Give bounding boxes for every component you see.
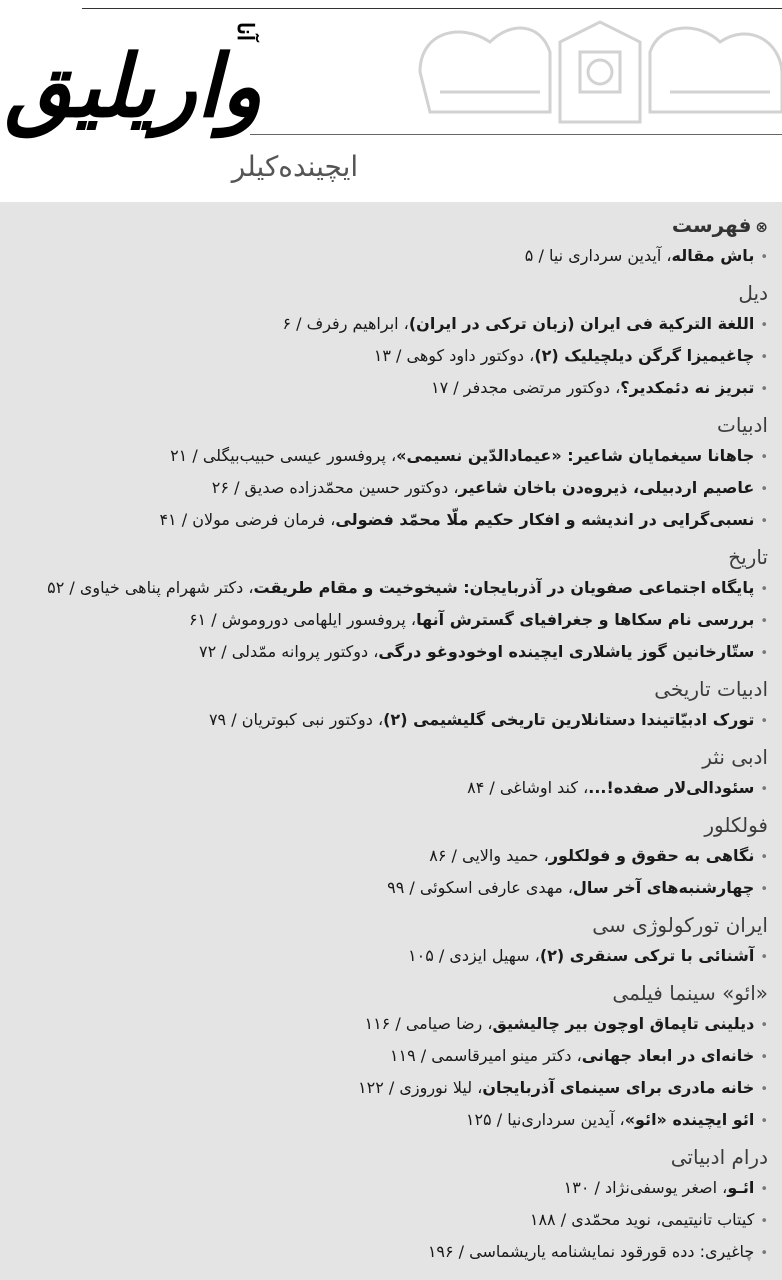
section-heading-label: درام ادبیاتی bbox=[670, 1145, 768, 1169]
toc-entry[interactable] bbox=[8, 1008, 768, 1040]
section-heading-label: ادبی نثر bbox=[702, 745, 768, 769]
bullet-icon: • bbox=[760, 250, 768, 265]
toc-entry[interactable] bbox=[8, 940, 768, 972]
entry-author-page: ، مهدی عارفی اسکوئی / ۹۹ bbox=[387, 878, 574, 897]
entry-title: سئودالی‌لار صفده!... bbox=[588, 778, 755, 797]
section-heading-label: دیل bbox=[738, 281, 768, 305]
toc-entry[interactable] bbox=[8, 1072, 768, 1104]
bullet-icon: • bbox=[760, 1182, 768, 1197]
toc-entry[interactable] bbox=[8, 772, 768, 804]
section-heading bbox=[8, 742, 768, 772]
entry-title: پایگاه اجتماعی صفویان در آذربایجان: شیخوخیت و مقام طریقت bbox=[253, 578, 755, 597]
toc-entry[interactable] bbox=[8, 704, 768, 736]
section-heading bbox=[8, 410, 768, 440]
toc-entry[interactable] bbox=[8, 572, 768, 604]
top-rule bbox=[82, 8, 782, 9]
masthead bbox=[0, 0, 782, 202]
entry-author-page: ، سهیل ایزدی / ۱۰۵ bbox=[408, 946, 540, 965]
entry-title: ائـو bbox=[727, 1178, 755, 1197]
bullet-icon: • bbox=[760, 382, 768, 397]
entry-author-page: ، دوکتور حسین محمّدزاده صدیق / ۲۶ bbox=[211, 478, 459, 497]
entry-author-page: ، دکتر شهرام پناهی خیاوی / ۵۲ bbox=[47, 578, 254, 597]
entry-title: دیلینی تاپماق اوچون بیر چالیشیق bbox=[492, 1014, 755, 1033]
toc-entry[interactable] bbox=[8, 636, 768, 668]
section-heading bbox=[8, 810, 768, 840]
entry-author-page: کیتاب تانیتیمی، نوید محمّدی / ۱۸۸ bbox=[529, 1210, 755, 1229]
entry-title: نگاهی به حقوق و فولکلور bbox=[548, 846, 755, 865]
entry-title: اللغة الترکیة فی ایران (زبان ترکی در ایران) bbox=[408, 314, 755, 333]
journal-logo-prefix: آنا bbox=[232, 22, 258, 41]
bullet-icon: • bbox=[760, 1246, 768, 1261]
bullet-icon: • bbox=[760, 582, 768, 597]
entry-author-page: ، اصغر یوسفی‌نژاد / ۱۳۰ bbox=[563, 1178, 728, 1197]
section-heading-label: تاریخ bbox=[728, 545, 768, 569]
bullet-icon: • bbox=[760, 318, 768, 333]
toc-entry[interactable] bbox=[8, 604, 768, 636]
toc-entry[interactable] bbox=[8, 840, 768, 872]
entry-title: باش مقاله bbox=[671, 246, 755, 265]
entry-title: ستّارخانین گوز یاشلاری ایچینده اوخودوغو درگی bbox=[378, 642, 755, 661]
bullet-icon: • bbox=[760, 450, 768, 465]
ornament-icon bbox=[400, 12, 782, 134]
bullet-icon: • bbox=[760, 646, 768, 661]
toc-entry[interactable] bbox=[8, 340, 768, 372]
entry-author-page: ، دوکتور مرتضی مجدفر / ۱۷ bbox=[430, 378, 621, 397]
toc-entry[interactable] bbox=[8, 1104, 768, 1136]
bullet-icon: • bbox=[760, 1050, 768, 1065]
close-icon: ⊗ bbox=[755, 218, 768, 236]
entry-author-page: ، کند اوشاغی / ۸۴ bbox=[467, 778, 589, 797]
bullet-icon: • bbox=[760, 782, 768, 797]
bullet-icon: • bbox=[760, 482, 768, 497]
bullet-icon: • bbox=[760, 1214, 768, 1229]
toc-entry[interactable] bbox=[8, 308, 768, 340]
entry-author-page: ، آیدین سرداری‌نیا / ۱۲۵ bbox=[465, 1110, 625, 1129]
bullet-icon: • bbox=[760, 614, 768, 629]
bullet-icon: • bbox=[760, 1114, 768, 1129]
toc-entry[interactable] bbox=[8, 372, 768, 404]
section-heading bbox=[8, 210, 768, 240]
bullet-icon: • bbox=[760, 850, 768, 865]
entry-author-page: ، رضا صیامی / ۱۱۶ bbox=[364, 1014, 493, 1033]
entry-author-page: ، حمید والایی / ۸۶ bbox=[429, 846, 549, 865]
entry-title: خانه‌ای در ابعاد جهانی bbox=[581, 1046, 755, 1065]
section-heading bbox=[8, 674, 768, 704]
section-heading-label: ادبیات تاریخی bbox=[654, 677, 768, 701]
section-heading bbox=[8, 278, 768, 308]
entry-author-page: ، آیدین سرداری نیا / ۵ bbox=[524, 246, 672, 265]
bullet-icon: • bbox=[760, 950, 768, 965]
toc-entry[interactable] bbox=[8, 1172, 768, 1204]
entry-title: چهارشنبه‌های آخر سال bbox=[573, 878, 755, 897]
section-heading-label: ایران تورکولوژی سی bbox=[592, 913, 768, 937]
entry-author-page: ، فرمان فرضی مولان / ۴۱ bbox=[159, 510, 336, 529]
entry-title: خانه مادری برای سینمای آذربایجان bbox=[482, 1078, 755, 1097]
entry-title: جاهانا سیغمایان شاعیر: «عیمادالدّین نسیمی» bbox=[396, 446, 755, 465]
entry-title: چاغیمیزا گرگن دیلچیلیک (۲) bbox=[534, 346, 755, 365]
entry-author-page: ، پروفسور عیسی حبیب‌بیگلی / ۲۱ bbox=[170, 446, 397, 465]
entry-author-page: ، لیلا نوروزی / ۱۲۲ bbox=[358, 1078, 483, 1097]
entry-title: تورک ادبیّاتیندا دستانلارین تاریخی گلیشیمی (۲) bbox=[383, 710, 755, 729]
section-heading-label: فولکلور bbox=[704, 813, 768, 837]
journal-logo: واریلیق bbox=[4, 36, 262, 137]
section-heading bbox=[8, 910, 768, 940]
entry-title: نسبی‌گرایی در اندیشه و افکار حکیم ملّا محمّد فضولی bbox=[335, 510, 755, 529]
entry-title: تبریز نه دئمکدیر؟ bbox=[620, 378, 755, 397]
entry-title: عاصیم اردبیلی، ذیروه‌دن باخان شاعیر bbox=[458, 478, 755, 497]
toc-entry[interactable] bbox=[8, 504, 768, 536]
section-heading bbox=[8, 978, 768, 1008]
bullet-icon: • bbox=[760, 350, 768, 365]
toc-entry[interactable] bbox=[8, 1236, 768, 1268]
entry-title: آشنائی با ترکی سنقری (۲) bbox=[539, 946, 755, 965]
table-of-contents bbox=[0, 202, 782, 1280]
entry-author-page: ، دوکتور نبی کبوتریان / ۷۹ bbox=[208, 710, 384, 729]
section-heading-label: ادبیات bbox=[717, 413, 768, 437]
section-heading bbox=[8, 1142, 768, 1172]
contents-title: ایچینده‌کیلر bbox=[231, 150, 359, 183]
entry-author-page: ، پروفسور ایلهامی دوروموش / ۶۱ bbox=[188, 610, 417, 629]
toc-entry[interactable] bbox=[8, 872, 768, 904]
toc-entry[interactable] bbox=[8, 1040, 768, 1072]
bullet-icon: • bbox=[760, 514, 768, 529]
bullet-icon: • bbox=[760, 1082, 768, 1097]
entry-title: بررسی نام سکاها و جغرافیای گسترش آنها bbox=[416, 610, 755, 629]
entry-author-page: چاغیری: دده قورقود نمایشنامه یاریشماسی / ۱۹۶ bbox=[427, 1242, 755, 1261]
entry-author-page: ، دکتر مینو امیرقاسمی / ۱۱۹ bbox=[389, 1046, 582, 1065]
section-heading bbox=[8, 542, 768, 572]
toc-entry[interactable] bbox=[8, 240, 768, 272]
bullet-icon: • bbox=[760, 1018, 768, 1033]
toc-entry[interactable] bbox=[8, 1204, 768, 1236]
entry-title: ائو ایچینده «ائو» bbox=[624, 1110, 755, 1129]
header-rule bbox=[250, 134, 782, 135]
toc-list bbox=[8, 210, 768, 1268]
bullet-icon: • bbox=[760, 882, 768, 897]
toc-entry[interactable] bbox=[8, 472, 768, 504]
section-heading-label: «ائو» سینما فیلمی bbox=[612, 981, 768, 1005]
section-heading-label: فهرست bbox=[671, 213, 752, 237]
bullet-icon: • bbox=[760, 714, 768, 729]
entry-author-page: ، دوکتور پروانه ممّدلی / ۷۲ bbox=[199, 642, 379, 661]
entry-author-page: ، دوکتور داود کوهی / ۱۳ bbox=[373, 346, 535, 365]
entry-author-page: ، ابراهیم رفرف / ۶ bbox=[282, 314, 409, 333]
toc-entry[interactable] bbox=[8, 440, 768, 472]
